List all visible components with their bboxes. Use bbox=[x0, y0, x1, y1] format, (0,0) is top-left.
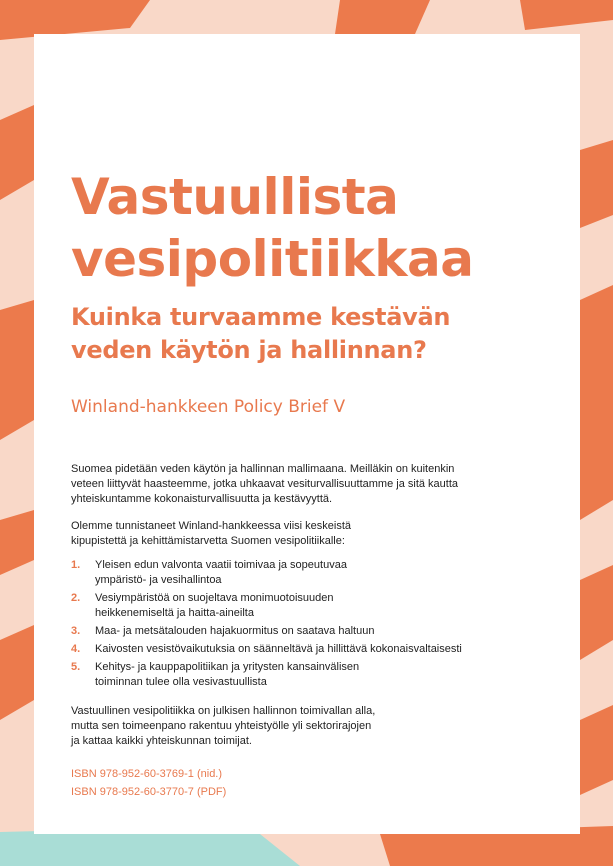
subtitle-line: veden käytön ja hallinnan? bbox=[71, 336, 427, 364]
content-card bbox=[34, 34, 580, 834]
lead-line: kipupistettä ja kehittämistarvetta Suomen vesipolitiikalle: bbox=[71, 535, 345, 547]
key-points-list bbox=[71, 558, 521, 693]
list-number: 1. bbox=[71, 559, 81, 571]
closing-line: mutta sen toimeenpano rakentuu yhteistyölle yli sektorirajojen bbox=[71, 720, 372, 732]
list-item bbox=[71, 624, 521, 639]
subtitle-line: Kuinka turvaamme kestävän bbox=[71, 303, 451, 331]
title-line: Vastuullista bbox=[71, 168, 399, 226]
list-item-text: ympäristö- ja vesihallintoa bbox=[95, 574, 222, 586]
list-item-text: Maa- ja metsätalouden hajakuormitus on saatava haltuun bbox=[95, 625, 375, 637]
intro-line: Suomea pidetään veden käytön ja hallinnan mallimaana. Meilläkin on kuitenkin bbox=[71, 463, 455, 475]
subtitle bbox=[71, 301, 571, 367]
list-item-text: Yleisen edun valvonta vaatii toimivaa ja sopeutuvaa bbox=[95, 559, 347, 571]
closing-line: ja kattaa kaikki yhteiskunnan toimijat. bbox=[71, 735, 252, 747]
list-item-text: Kaivosten vesistövaikutuksia on säänneltävä ja hillittävä kokonaisvaltaisesti bbox=[95, 643, 462, 655]
list-number: 3. bbox=[71, 625, 81, 637]
lead-line: Olemme tunnistaneet Winland-hankkeessa viisi keskeistä bbox=[71, 520, 352, 532]
list-item bbox=[71, 591, 521, 621]
list-item-text: Vesiympäristöä on suojeltava monimuotoisuuden bbox=[95, 592, 334, 604]
intro-line: yhteiskuntamme kokonaisturvallisuutta ja kestävyyttä. bbox=[71, 493, 333, 505]
list-number: 4. bbox=[71, 643, 81, 655]
title-line: vesipolitiikkaa bbox=[71, 230, 474, 288]
lead-paragraph bbox=[71, 519, 491, 549]
list-number: 2. bbox=[71, 592, 81, 604]
main-title bbox=[71, 166, 571, 290]
list-item-text: Kehitys- ja kauppapolitiikan ja yritysten kansainvälisen bbox=[95, 661, 360, 673]
intro-paragraph bbox=[71, 462, 491, 507]
isbn-pdf: ISBN 978-952-60-3770-7 (PDF) bbox=[71, 786, 227, 798]
closing-line: Vastuullinen vesipolitiikka on julkisen hallinnon toimivallan alla, bbox=[71, 705, 376, 717]
closing-paragraph bbox=[71, 704, 491, 749]
list-item bbox=[71, 642, 521, 657]
series-label: Winland-hankkeen Policy Brief V bbox=[71, 397, 346, 417]
list-item bbox=[71, 660, 521, 690]
list-item bbox=[71, 558, 521, 588]
list-item-text: toiminnan tulee olla vesivastuullista bbox=[95, 676, 267, 688]
isbn-print: ISBN 978-952-60-3769-1 (nid.) bbox=[71, 768, 223, 780]
list-item-text: heikkenemiseltä ja haitta-aineilta bbox=[95, 607, 254, 619]
list-number: 5. bbox=[71, 661, 81, 673]
intro-line: veteen liittyvät haasteemme, jotka uhkaavat vesiturvallisuuttamme ja sitä kautta bbox=[71, 478, 459, 490]
